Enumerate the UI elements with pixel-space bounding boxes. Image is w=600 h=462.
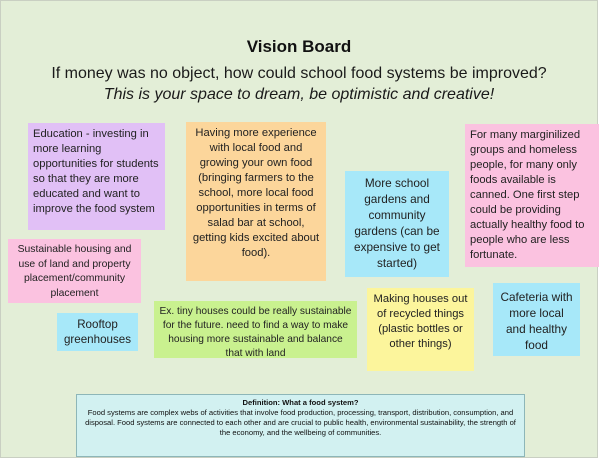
sticky-note-school-gardens[interactable]: More school gardens and community gardens (can be expensive to get started): [345, 171, 449, 277]
board-question: If money was no object, how could school food systems be improved?: [51, 65, 547, 82]
sticky-note-tiny-houses[interactable]: Ex. tiny houses could be really sustainable for the future. need to find a way to make housing more sustainable and balance that with land: [154, 301, 357, 358]
board-subtitle: This is your space to dream, be optimistic and creative!: [103, 86, 495, 103]
sticky-note-local-food[interactable]: Having more experience with local food and growing your own food (bringing farmers to the school, more local food opportunities in terms of salad bar at school, getting kids excited about food).: [186, 122, 326, 281]
sticky-note-education[interactable]: Education - investing in more learning opportunities for students so that they are more educated and want to improve the food system: [28, 123, 165, 230]
definition-box: [76, 394, 525, 457]
sticky-note-marginalized-groups[interactable]: For many marginilized groups and homeless people, for many only foods available is canned. One first step could be providing actually healthy food to people who are less fortunate.: [465, 124, 599, 267]
board-title: Vision Board: [246, 37, 352, 56]
sticky-note-cafeteria[interactable]: Cafeteria with more local and healthy food: [493, 283, 580, 356]
sticky-note-rooftop-greenhouses[interactable]: Rooftop greenhouses: [57, 313, 138, 351]
definition-title: Definition: What a food system?: [242, 398, 359, 407]
definition-body: Food systems are complex webs of activities that involve food production, processing, transport, distribution, consumption, and disposal. Food systems are connected to each other and are crucial to public health, environmental sustainability, the strength of the economy, and the wellbeing of communities.: [85, 408, 516, 437]
sticky-note-recycled-houses[interactable]: Making houses out of recycled things (plastic bottles or other things): [367, 288, 474, 371]
sticky-note-sustainable-housing[interactable]: Sustainable housing and use of land and property placement/community placement: [8, 239, 141, 303]
